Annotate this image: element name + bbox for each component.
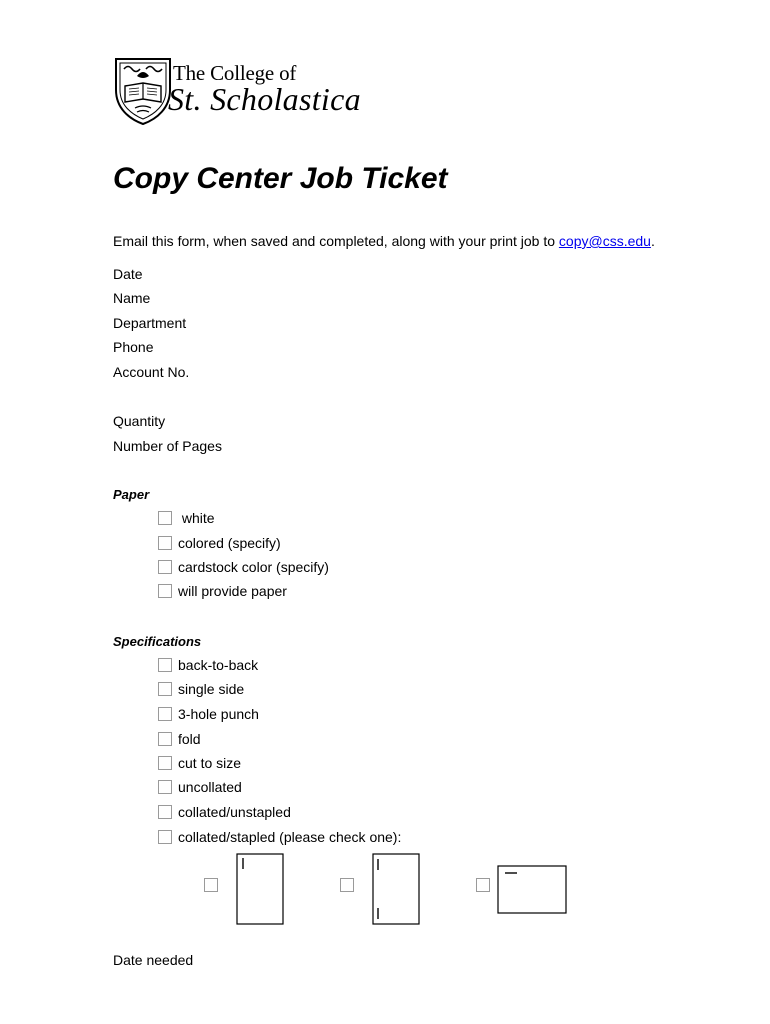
option-label: back-to-back (178, 657, 259, 673)
checkbox[interactable] (158, 707, 172, 721)
checkbox[interactable] (158, 830, 172, 844)
logo-line-2: St. Scholastica (168, 81, 361, 117)
staple-landscape-checkbox[interactable] (476, 878, 490, 892)
page-title: Copy Center Job Ticket (113, 162, 448, 195)
staple-top-left-checkbox[interactable] (204, 878, 218, 892)
department-field-label: Department (113, 315, 187, 331)
spec-option-collated-stapled[interactable] (158, 828, 401, 846)
option-label: single side (178, 681, 245, 697)
spec-option-uncollated[interactable] (158, 778, 242, 796)
option-label: will provide paper (178, 583, 287, 599)
spec-option-single-side[interactable] (158, 680, 244, 698)
paper-option-provide[interactable] (158, 582, 287, 600)
checkbox[interactable] (158, 780, 172, 794)
staple-left-side-checkbox[interactable] (340, 878, 354, 892)
spec-option-fold[interactable] (158, 730, 201, 748)
logo-line-1: The College of (173, 61, 297, 85)
paper-option-white[interactable] (158, 509, 215, 527)
spec-option-cut-to-size[interactable] (158, 754, 241, 772)
account-field-label: Account No. (113, 364, 190, 380)
checkbox[interactable] (158, 511, 172, 525)
intro-before: Email this form, when saved and completed, along with your print job to (113, 233, 559, 249)
checkbox[interactable] (158, 805, 172, 819)
staple-top-left-portrait-icon (236, 853, 284, 925)
shield-crest-icon (113, 56, 173, 126)
checkbox[interactable] (158, 658, 172, 672)
option-label: cardstock color (specify) (178, 559, 329, 575)
option-label: collated/unstapled (178, 804, 291, 820)
option-label: fold (178, 731, 201, 747)
spec-option-3-hole-punch[interactable] (158, 705, 259, 723)
staple-top-left-landscape-icon (497, 865, 567, 914)
intro-after: . (650, 233, 655, 249)
paper-option-cardstock[interactable] (158, 558, 329, 576)
intro-text (113, 233, 655, 249)
phone-field-label: Phone (113, 339, 154, 355)
college-logo (113, 56, 393, 128)
option-label: colored (specify) (178, 535, 281, 551)
date-field-label: Date (113, 266, 143, 282)
specifications-heading: Specifications (113, 634, 202, 649)
checkbox[interactable] (158, 536, 172, 550)
quantity-field-label: Quantity (113, 413, 166, 429)
email-link[interactable]: copy@css.edu (558, 233, 651, 249)
checkbox[interactable] (158, 756, 172, 770)
date-needed-label: Date needed (113, 952, 194, 968)
staple-left-side-two-icon (372, 853, 420, 925)
spec-option-collated-unstapled[interactable] (158, 803, 291, 821)
pages-field-label: Number of Pages (113, 438, 222, 454)
checkbox[interactable] (158, 584, 172, 598)
option-label: uncollated (178, 779, 242, 795)
option-label: collated/stapled (please check one): (178, 829, 402, 845)
paper-option-colored[interactable] (158, 534, 281, 552)
spec-option-back-to-back[interactable] (158, 656, 258, 674)
option-label: cut to size (178, 755, 242, 771)
checkbox[interactable] (158, 560, 172, 574)
paper-heading: Paper (113, 487, 150, 502)
option-label: 3-hole punch (178, 706, 259, 722)
checkbox[interactable] (158, 682, 172, 696)
name-field-label: Name (113, 290, 151, 306)
option-label: white (178, 510, 215, 526)
checkbox[interactable] (158, 732, 172, 746)
